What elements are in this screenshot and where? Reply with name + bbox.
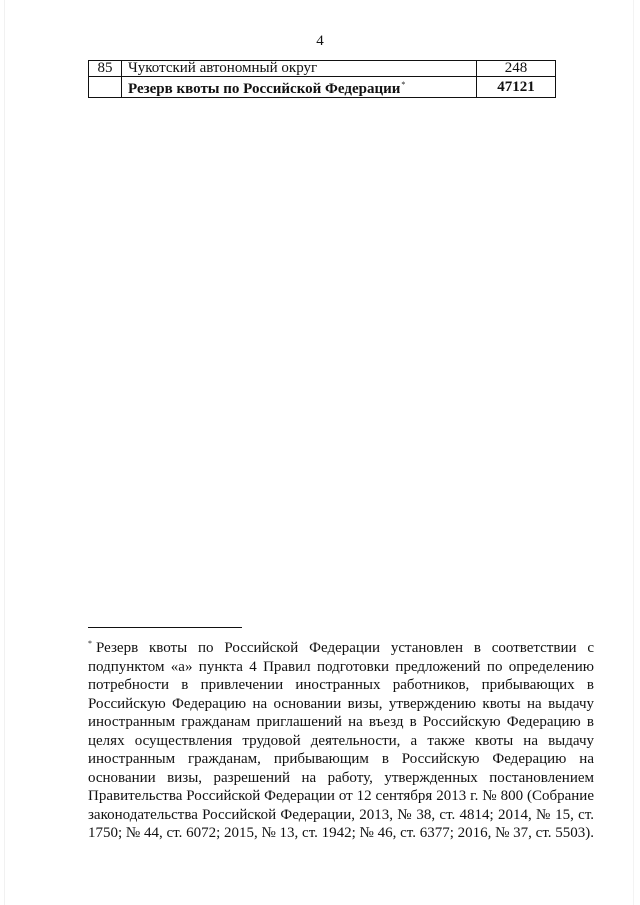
- footnote: [88, 635, 594, 843]
- row-number: 85: [89, 61, 122, 77]
- total-value: 47121: [477, 77, 556, 98]
- region-name: Чукотский автономный округ: [122, 61, 477, 77]
- table-row: [89, 61, 556, 77]
- total-row-number: [89, 77, 122, 98]
- footnote-reference: *: [401, 80, 406, 89]
- scan-edge-left: [4, 0, 5, 905]
- scan-edge-right: [633, 0, 634, 905]
- total-label: Резерв квоты по Российской Федерации: [128, 81, 401, 97]
- total-row: [89, 77, 556, 98]
- footnote-text: Резерв квоты по Российской Федерации установлен в соответствии с подпунктом «а» пункта 4 Правил подготовки предложений по определению потребности в привлечении иностранных работников, прибывающих в Российскую Федерацию на основании визы, утверждению квоты на выдачу иностранным гражданам приглашений на въезд в Российскую Федерацию в целях осуществления трудовой деятельности, а также квоты на выдачу иностранным гражданам, прибывающим в Российскую Федерацию на основании визы, разрешений на работу, утвержденных постановлением Правительства Российской Федерации от 12 сентября 2013 г. № 800 (Собрание законодательства Российской Федерации, 2013, № 38, ст. 4814; 2014, № 15, ст. 1750; № 44, ст. 6072; 2015, № 13, ст. 1942; № 46, ст. 6377; 2016, № 37, ст. 5503).: [88, 640, 595, 841]
- quota-table: [88, 60, 556, 98]
- page-number: 4: [316, 33, 324, 49]
- quota-value: 248: [477, 61, 556, 77]
- footnote-mark: *: [88, 639, 92, 648]
- footnote-divider: [88, 627, 242, 628]
- total-label-cell: [122, 77, 477, 98]
